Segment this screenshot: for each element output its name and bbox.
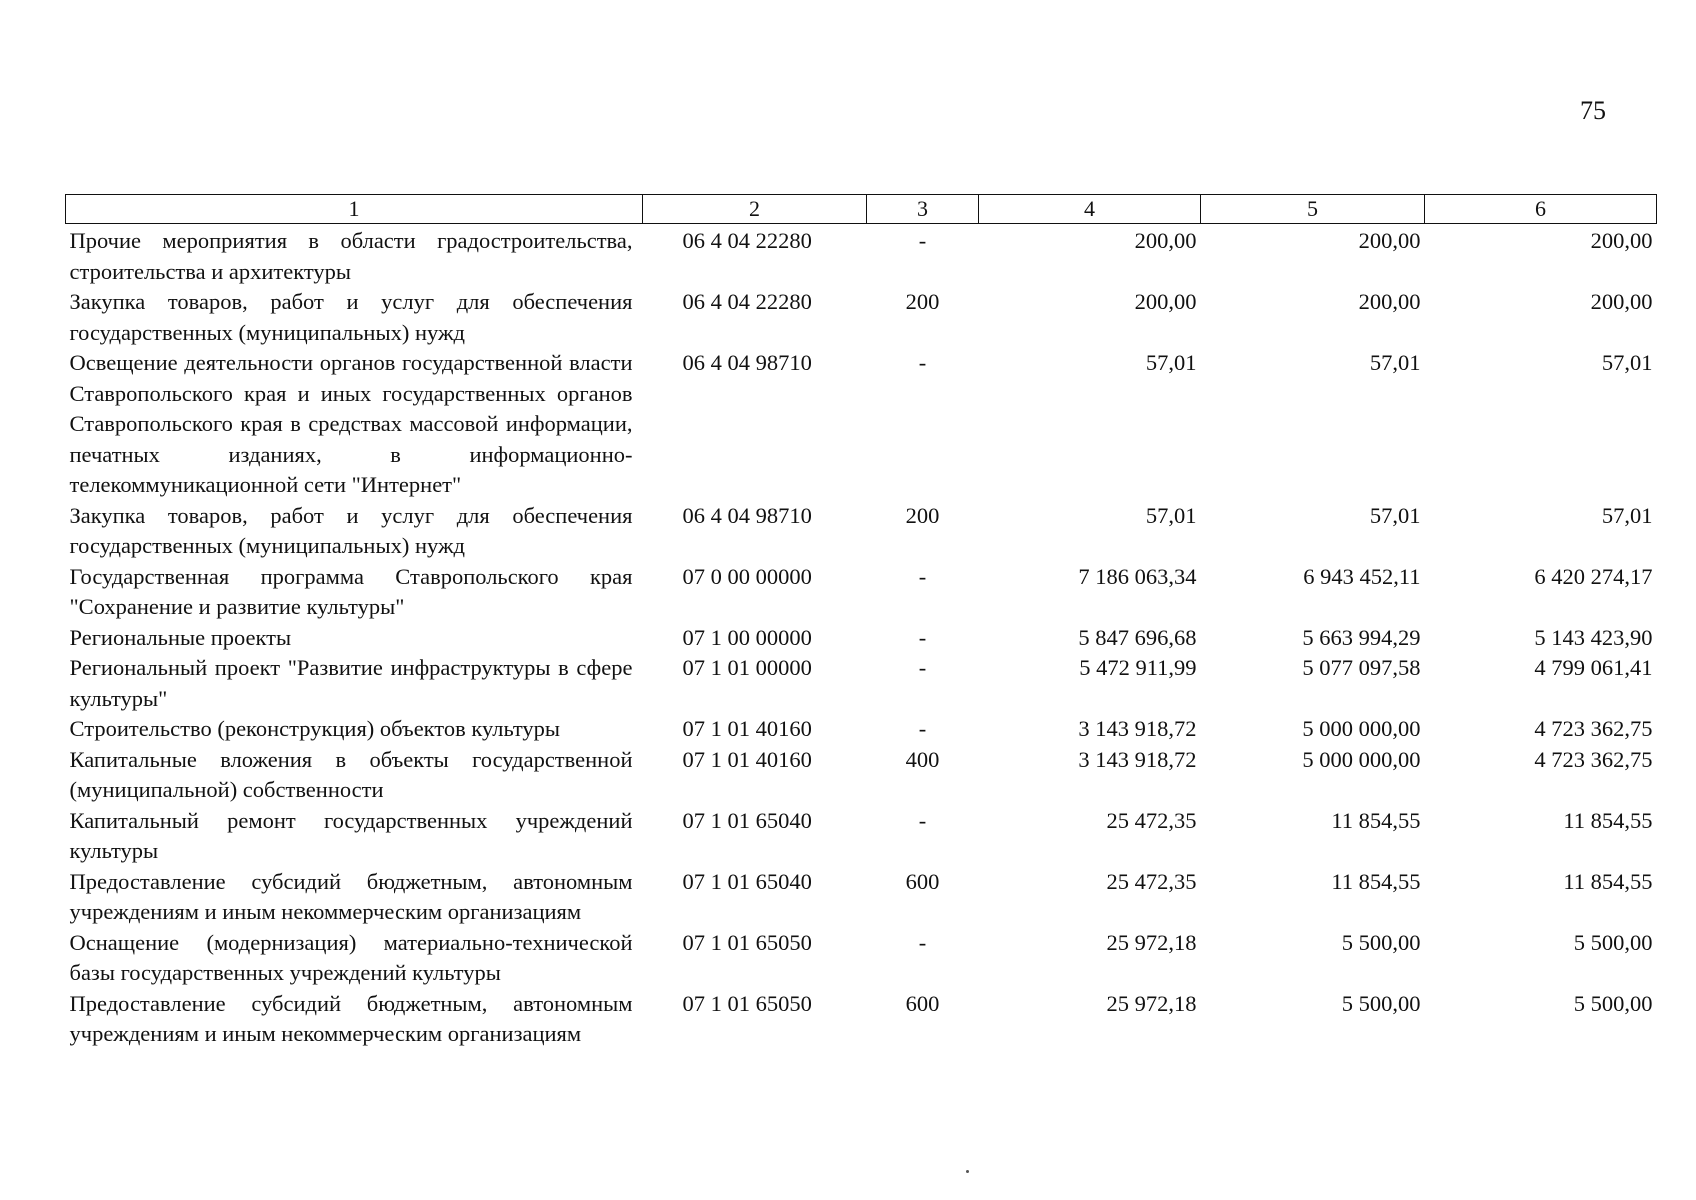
row-name: Государственная программа Ставропольского края "Сохранение и развитие культуры" bbox=[69, 563, 633, 619]
table-row bbox=[66, 745, 1657, 806]
row-value-col6: 57,01 bbox=[1601, 502, 1653, 528]
row-code: 07 1 01 65040 bbox=[682, 868, 812, 894]
row-expense-type: - bbox=[918, 716, 927, 741]
header-row bbox=[66, 195, 1657, 224]
row-name: Капитальный ремонт государственных учреждений культуры bbox=[69, 807, 633, 863]
budget-table bbox=[65, 194, 1657, 1050]
table-row bbox=[66, 224, 1657, 288]
table-row bbox=[66, 714, 1657, 745]
table-row bbox=[66, 623, 1657, 654]
row-value-col5: 6 943 452,11 bbox=[1303, 563, 1421, 589]
row-expense-type: 400 bbox=[905, 746, 940, 772]
scan-dot bbox=[966, 1170, 969, 1173]
header-cell-5: 5 bbox=[1201, 195, 1425, 224]
row-name: Закупка товаров, работ и услуг для обеспечения государственных (муниципальных) нужд bbox=[69, 502, 633, 558]
row-code: 06 4 04 98710 bbox=[682, 350, 812, 375]
row-code: 07 1 01 00000 bbox=[682, 655, 812, 680]
row-name: Освещение деятельности органов государственной власти Ставропольского края и иных государственных органов Ставропольского края в средствах массовой информации, печатных изданиях, в информационно-телекоммуникационной сети "Интернет" bbox=[69, 350, 633, 497]
table-row bbox=[66, 287, 1657, 348]
table-row bbox=[66, 653, 1657, 714]
row-name: Капитальные вложения в объекты государственной (муниципальной) собственности bbox=[69, 746, 633, 802]
row-name: Прочие мероприятия в области градостроительства, строительства и архитектуры bbox=[69, 228, 633, 284]
row-value-col4: 25 472,35 bbox=[1106, 868, 1197, 894]
row-name: Предоставление субсидий бюджетным, автономным учреждениям и иным некоммерческим организациям bbox=[69, 990, 633, 1046]
header-cell-6: 6 bbox=[1425, 195, 1657, 224]
row-value-col5: 57,01 bbox=[1369, 350, 1421, 375]
row-value-col4: 200,00 bbox=[1134, 289, 1197, 314]
row-value-col6: 4 723 362,75 bbox=[1534, 716, 1653, 741]
row-name: Оснащение (модернизация) материально-технической базы государственных учреждений культуры bbox=[69, 929, 633, 985]
row-value-col4: 3 143 918,72 bbox=[1078, 746, 1197, 772]
row-expense-type: 200 bbox=[905, 289, 940, 314]
row-value-col6: 6 420 274,17 bbox=[1534, 563, 1653, 589]
row-value-col4: 5 847 696,68 bbox=[1078, 624, 1197, 650]
row-value-col4: 7 186 063,34 bbox=[1078, 563, 1197, 589]
row-value-col4: 3 143 918,72 bbox=[1078, 716, 1197, 741]
row-expense-type: 200 bbox=[905, 502, 940, 528]
header-cell-1: 1 bbox=[66, 195, 643, 224]
row-value-col6: 5 500,00 bbox=[1573, 990, 1653, 1016]
row-expense-type: - bbox=[918, 228, 927, 253]
page-number: 75 bbox=[1580, 96, 1606, 125]
row-value-col5: 200,00 bbox=[1358, 228, 1421, 253]
row-code: 06 4 04 22280 bbox=[682, 289, 812, 314]
row-value-col5: 5 500,00 bbox=[1341, 929, 1421, 955]
row-value-col4: 25 972,18 bbox=[1106, 929, 1197, 955]
row-code: 07 1 01 65050 bbox=[682, 990, 812, 1016]
row-name: Закупка товаров, работ и услуг для обеспечения государственных (муниципальных) нужд bbox=[69, 289, 633, 345]
row-value-col5: 11 854,55 bbox=[1331, 868, 1421, 894]
header-cell-2: 2 bbox=[643, 195, 867, 224]
row-code: 07 1 00 00000 bbox=[682, 624, 812, 650]
row-expense-type: - bbox=[918, 624, 927, 650]
table-row bbox=[66, 867, 1657, 928]
row-value-col5: 5 077 097,58 bbox=[1302, 655, 1421, 680]
header-cell-3: 3 bbox=[867, 195, 979, 224]
row-value-col6: 57,01 bbox=[1601, 350, 1653, 375]
row-value-col4: 25 472,35 bbox=[1106, 807, 1197, 833]
row-value-col5: 5 663 994,29 bbox=[1302, 624, 1421, 650]
row-expense-type: - bbox=[918, 807, 927, 833]
row-code: 07 1 01 40160 bbox=[682, 716, 812, 741]
table-row bbox=[66, 501, 1657, 562]
header-cell-4: 4 bbox=[979, 195, 1201, 224]
row-value-col6: 4 799 061,41 bbox=[1534, 655, 1653, 680]
row-value-col6: 5 500,00 bbox=[1573, 929, 1653, 955]
row-value-col4: 5 472 911,99 bbox=[1079, 655, 1197, 680]
row-code: 06 4 04 22280 bbox=[682, 228, 812, 253]
table-body bbox=[66, 224, 1657, 1050]
table-header bbox=[66, 195, 1657, 224]
row-value-col6: 4 723 362,75 bbox=[1534, 746, 1653, 772]
row-value-col6: 200,00 bbox=[1590, 289, 1653, 314]
row-expense-type: 600 bbox=[905, 868, 940, 894]
row-name: Региональные проекты bbox=[69, 624, 292, 650]
row-value-col4: 200,00 bbox=[1134, 228, 1197, 253]
row-value-col5: 5 500,00 bbox=[1341, 990, 1421, 1016]
row-expense-type: - bbox=[918, 655, 927, 680]
row-code: 07 1 01 65050 bbox=[682, 929, 812, 955]
table-row bbox=[66, 989, 1657, 1050]
row-value-col6: 5 143 423,90 bbox=[1534, 624, 1653, 650]
row-code: 07 0 00 00000 bbox=[682, 563, 812, 589]
table-row bbox=[66, 562, 1657, 623]
table-row bbox=[66, 348, 1657, 501]
row-expense-type: - bbox=[918, 929, 927, 955]
row-name: Строительство (реконструкция) объектов культуры bbox=[69, 716, 561, 741]
row-value-col4: 57,01 bbox=[1145, 350, 1197, 375]
row-value-col6: 11 854,55 bbox=[1563, 868, 1653, 894]
row-value-col5: 11 854,55 bbox=[1331, 807, 1421, 833]
row-code: 07 1 01 40160 bbox=[682, 746, 812, 772]
row-code: 07 1 01 65040 bbox=[682, 807, 812, 833]
row-value-col5: 200,00 bbox=[1358, 289, 1421, 314]
row-value-col6: 11 854,55 bbox=[1563, 807, 1653, 833]
row-value-col6: 200,00 bbox=[1590, 228, 1653, 253]
table-row bbox=[66, 928, 1657, 989]
row-expense-type: - bbox=[918, 350, 927, 375]
row-expense-type: - bbox=[918, 563, 927, 589]
row-value-col4: 25 972,18 bbox=[1106, 990, 1197, 1016]
row-value-col5: 57,01 bbox=[1369, 502, 1421, 528]
row-code: 06 4 04 98710 bbox=[682, 502, 812, 528]
row-value-col5: 5 000 000,00 bbox=[1302, 746, 1421, 772]
table-row bbox=[66, 806, 1657, 867]
row-name: Предоставление субсидий бюджетным, автономным учреждениям и иным некоммерческим организациям bbox=[69, 868, 633, 924]
row-name: Региональный проект "Развитие инфраструктуры в сфере культуры" bbox=[69, 655, 633, 711]
row-value-col4: 57,01 bbox=[1145, 502, 1197, 528]
row-expense-type: 600 bbox=[905, 990, 940, 1016]
row-value-col5: 5 000 000,00 bbox=[1302, 716, 1421, 741]
